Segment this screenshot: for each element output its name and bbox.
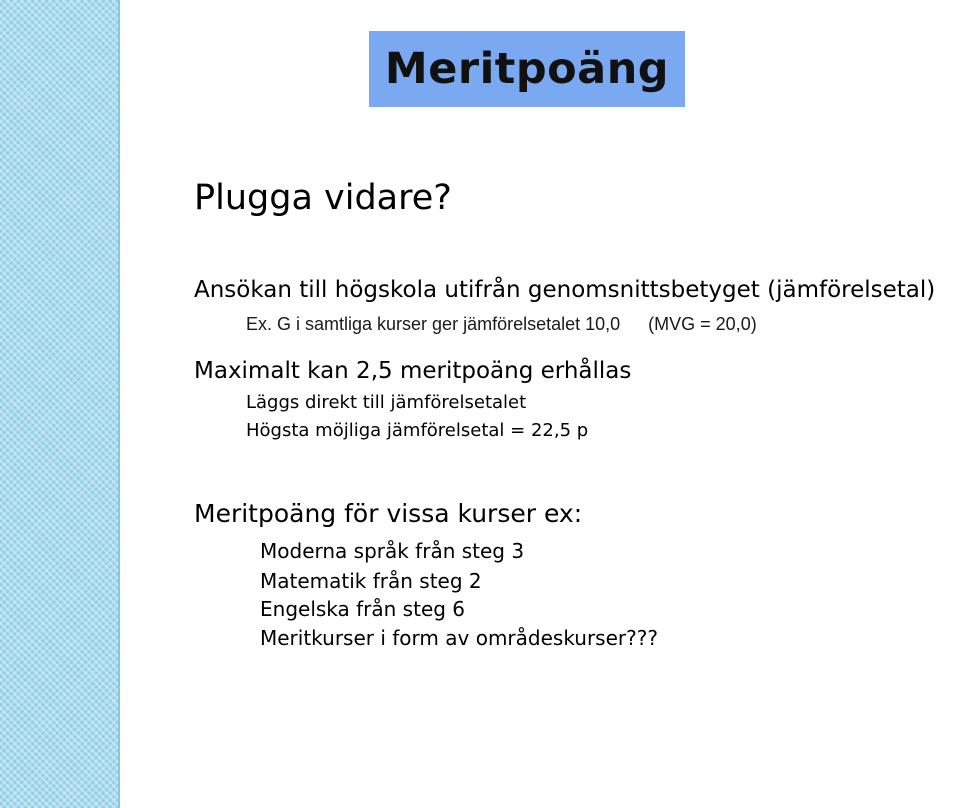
course-item: Engelska från steg 6 bbox=[260, 597, 466, 621]
course-item: Matematik från steg 2 bbox=[260, 569, 482, 593]
example-mvg: (MVG = 20,0) bbox=[648, 314, 757, 334]
decorative-side-strip bbox=[0, 0, 120, 808]
course-item: Moderna språk från steg 3 bbox=[260, 539, 525, 563]
question-heading: Plugga vidare? bbox=[194, 178, 452, 218]
max-points-line: Maximalt kan 2,5 meritpoäng erhållas bbox=[194, 358, 632, 384]
added-directly-line: Läggs direkt till jämförelsetalet bbox=[246, 392, 527, 413]
courses-heading: Meritpoäng för vissa kurser ex: bbox=[194, 499, 583, 528]
example-line bbox=[246, 314, 757, 335]
highest-value-line: Högsta möjliga jämförelsetal = 22,5 p bbox=[246, 420, 589, 441]
example-text: Ex. G i samtliga kurser ger jämförelsetalet 10,0 bbox=[246, 314, 621, 334]
application-line: Ansökan till högskola utifrån genomsnittsbetyget (jämförelsetal) bbox=[194, 277, 936, 303]
slide-title: Meritpoäng bbox=[384, 44, 670, 94]
course-item: Meritkurser i form av områdeskurser??? bbox=[260, 626, 658, 650]
title-box bbox=[369, 31, 685, 107]
